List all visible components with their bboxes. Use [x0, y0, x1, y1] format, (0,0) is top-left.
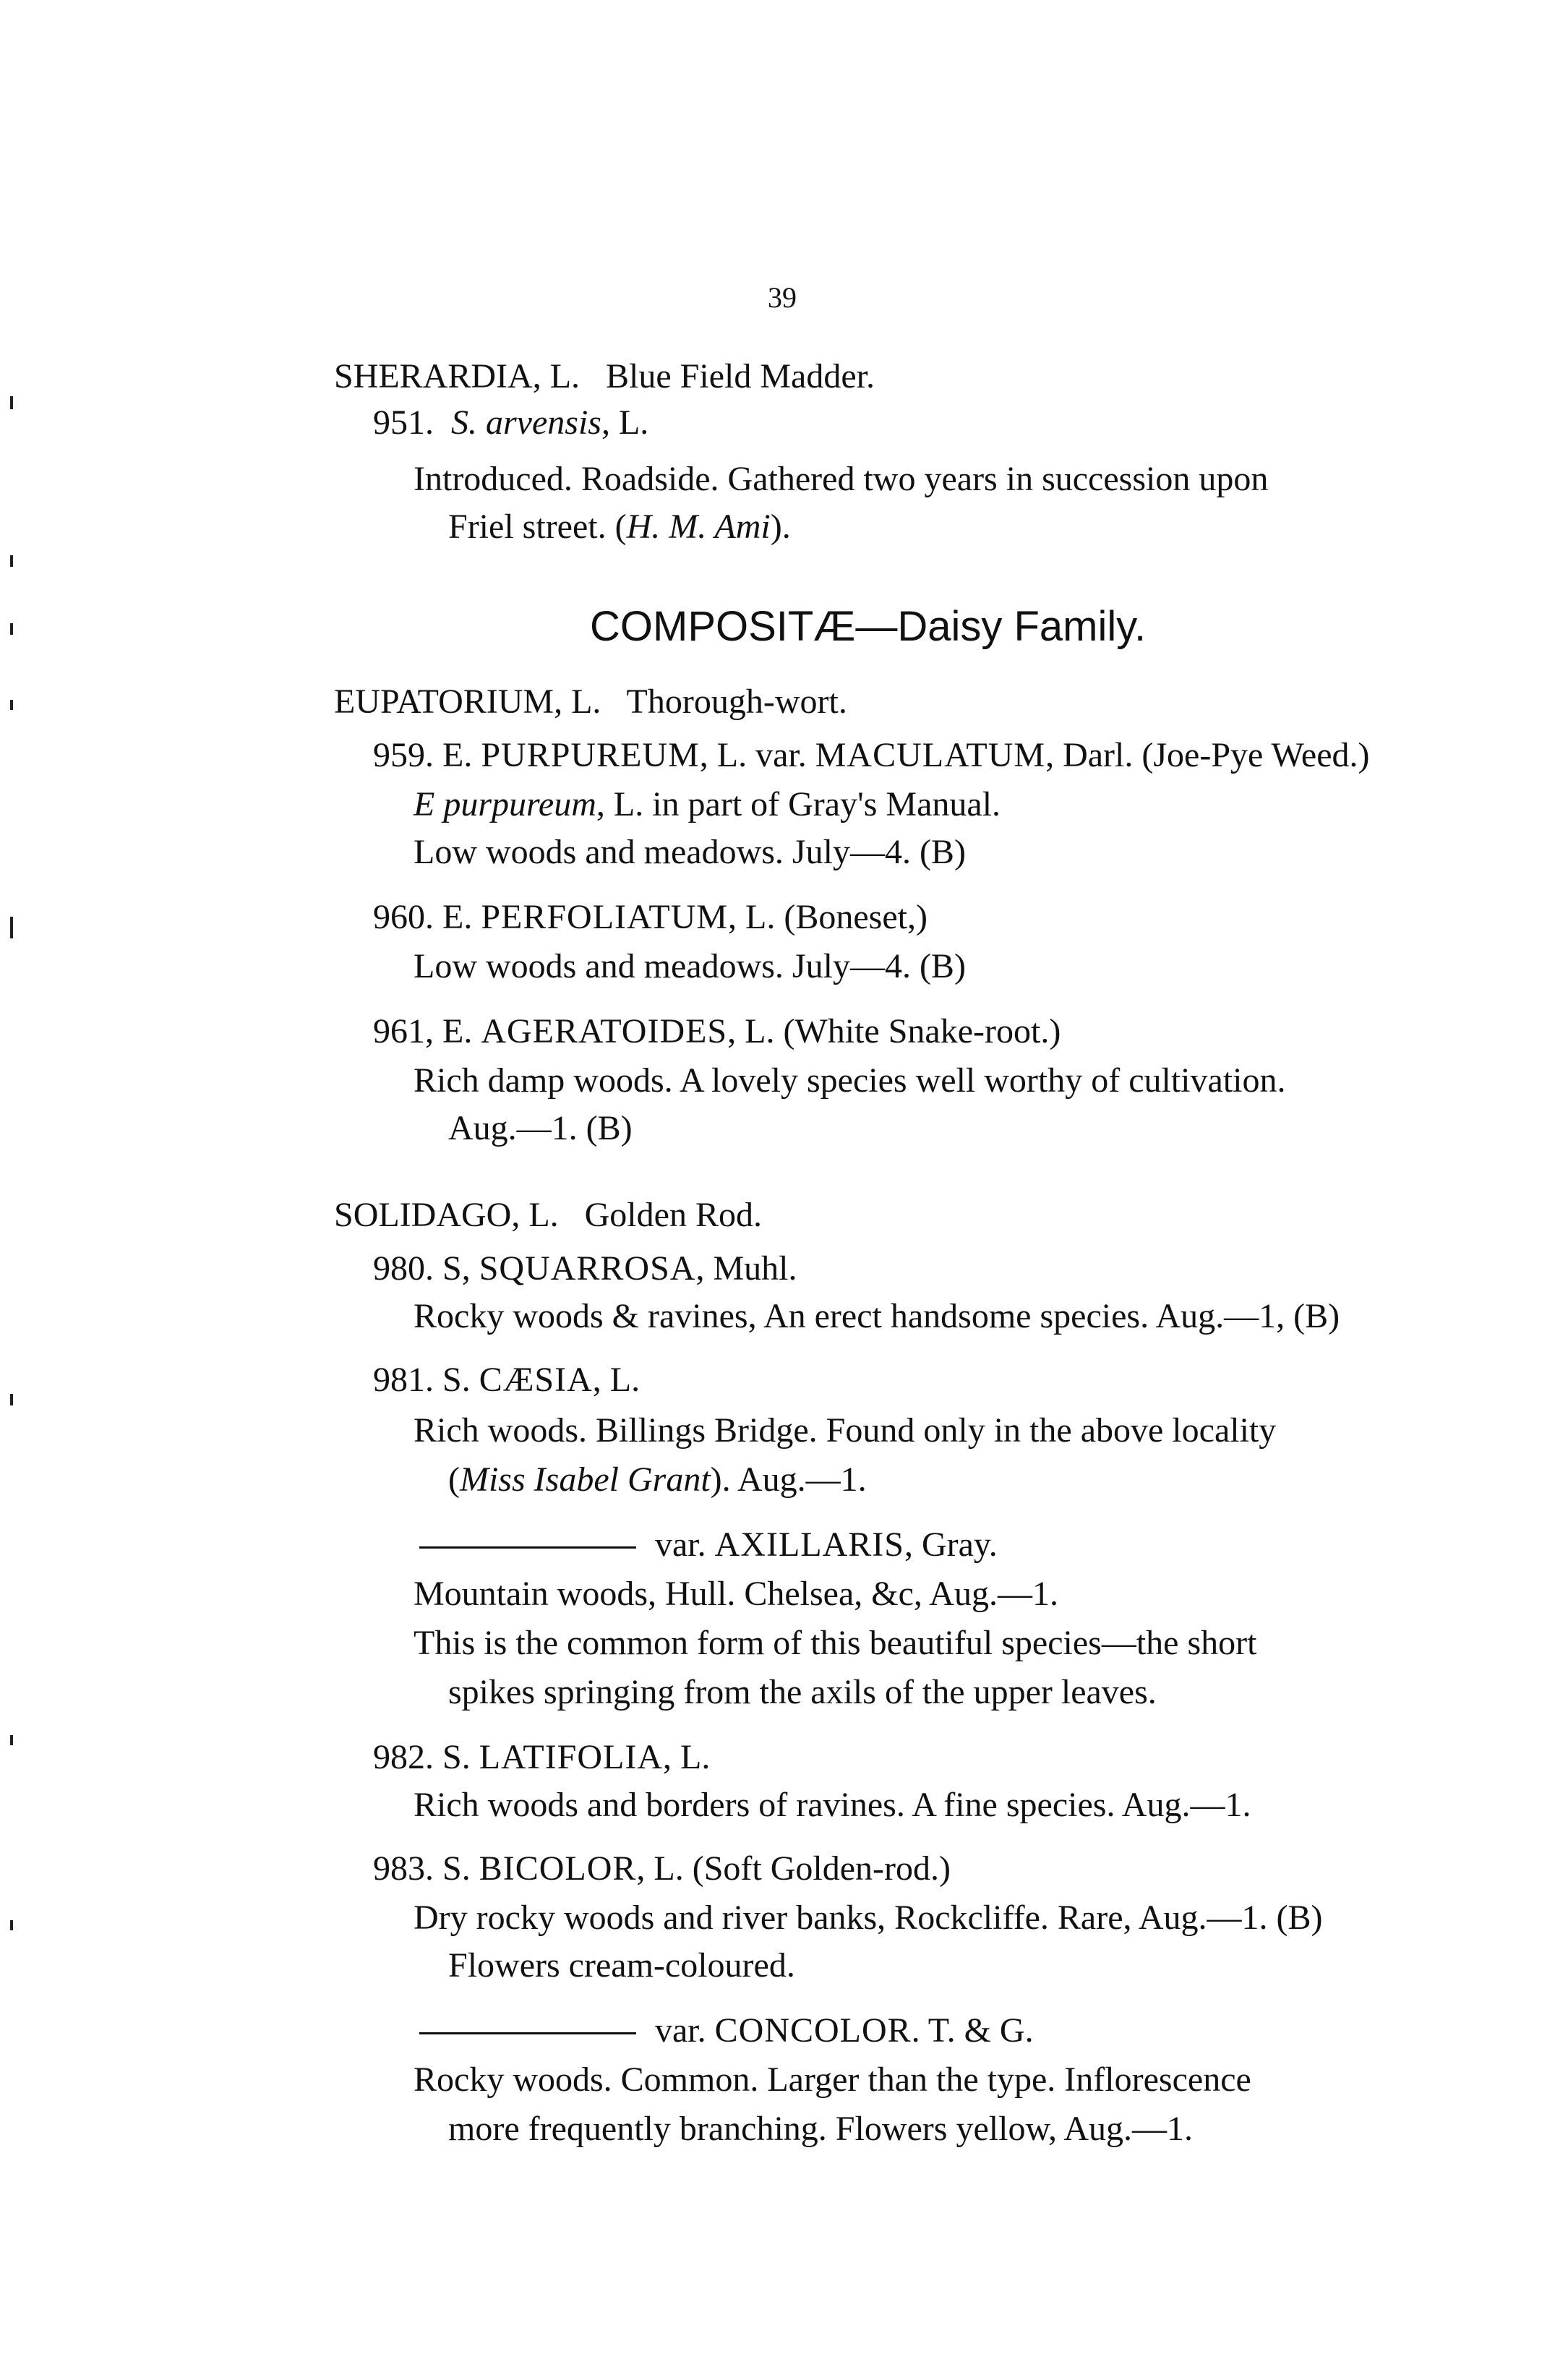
variety-entry-axillaris: var. AXILLARIS, Gray. — [419, 1524, 998, 1566]
genus-name: EUPATORIUM, L. — [334, 682, 601, 721]
species-entry-959: 959. E. PURPUREUM, L. var. MACULATUM, Darl. (Joe-Pye Weed.) — [373, 736, 1370, 774]
variety-name: MACULATUM — [815, 736, 1046, 774]
habitat-line: Rich damp woods. A lovely species well worthy of cultivation. — [414, 1061, 1286, 1100]
species-name: BICOLOR — [479, 1849, 637, 1888]
note-line: Flowers cream-coloured. — [448, 1946, 795, 1985]
species-name: PERFOLIATUM — [481, 898, 729, 936]
species-authority: , L. — [601, 403, 649, 442]
common-name: Thorough-wort. — [626, 682, 847, 721]
variety-name: AXILLARIS — [714, 1525, 904, 1564]
ditto-dash — [419, 2032, 636, 2034]
species-name: AGERATOIDES — [481, 1012, 728, 1050]
note-line: Introduced. Roadside. Gathered two years in succession upon — [414, 460, 1269, 498]
note-line: Friel street. (H. M. Ami). — [448, 508, 791, 546]
species-name: SQUARROSA — [479, 1249, 696, 1288]
page-number: 39 — [768, 281, 797, 314]
habitat-line: Dry rocky woods and river banks, Rockcliffe. Rare, Aug.—1. (B) — [414, 1899, 1323, 1937]
variety-entry-concolor: var. CONCOLOR. T. & G. — [419, 2010, 1034, 2052]
variety-name: CONCOLOR — [714, 2011, 912, 2050]
genus-heading-sherardia — [334, 356, 875, 398]
genus-heading-eupatorium — [334, 681, 847, 723]
margin-speck — [10, 1920, 13, 1930]
common-name: Blue Field Madder. — [606, 357, 875, 395]
common-name: Golden Rod. — [584, 1196, 762, 1234]
genus-name: SHERARDIA, L. — [334, 357, 580, 395]
species-name: CÆSIA — [479, 1361, 593, 1399]
species-name: LATIFOLIA — [479, 1738, 663, 1776]
ditto-dash — [419, 1546, 636, 1549]
margin-speck — [10, 555, 13, 567]
collector-reference: H. M. Ami — [626, 508, 771, 546]
species-entry-961: 961, E. AGERATOIDES, L. (White Snake-root.) — [373, 1012, 1061, 1050]
species-entry-981: 981. S. CÆSIA, L. — [373, 1361, 641, 1399]
species-entry-983: 983. S. BICOLOR, L. (Soft Golden-rod.) — [373, 1849, 951, 1888]
note-line: spikes springing from the axils of the upper leaves. — [448, 1673, 1157, 1711]
margin-speck — [10, 1735, 13, 1745]
margin-speck — [10, 917, 13, 938]
species-entry-960: 960. E. PERFOLIATUM, L. (Boneset,) — [373, 898, 927, 936]
habitat-line: Rich woods. Billings Bridge. Found only in the above locality — [414, 1411, 1277, 1450]
habitat-line: Mountain woods, Hull. Chelsea, &c, Aug.—1. — [414, 1575, 1058, 1613]
species-name: S. arvensis — [451, 403, 601, 442]
genus-heading-solidago — [334, 1194, 762, 1236]
habitat-line: Rocky woods. Common. Larger than the type. Inflorescence — [414, 2060, 1251, 2099]
margin-speck — [10, 396, 13, 409]
habitat-line: Low woods and meadows. July—4. (B) — [414, 833, 966, 871]
habitat-line: Aug.—1. (B) — [448, 1109, 633, 1147]
species-number: 951. — [373, 403, 434, 442]
species-name: PURPUREUM — [481, 736, 700, 774]
genus-name: SOLIDAGO, L. — [334, 1196, 559, 1234]
collector-reference: Miss Isabel Grant — [459, 1460, 711, 1499]
margin-speck — [10, 623, 13, 635]
species-entry-980: 980. S, SQUARROSA, Muhl. — [373, 1249, 797, 1288]
habitat-line: more frequently branching. Flowers yellow, Aug.—1. — [448, 2110, 1194, 2148]
margin-speck — [10, 1394, 13, 1405]
habitat-line: Low woods and meadows. July—4. (B) — [414, 947, 966, 985]
species-entry-951 — [373, 402, 648, 444]
note-line: This is the common form of this beautiful species—the short — [414, 1624, 1257, 1662]
margin-speck — [10, 700, 13, 710]
habitat-line: Rich woods and borders of ravines. A fine species. Aug.—1. — [414, 1786, 1251, 1824]
habitat-line: (Miss Isabel Grant). Aug.—1. — [448, 1460, 867, 1499]
family-heading: COMPOSITÆ—Daisy Family. — [590, 603, 1147, 650]
synonym-line: E purpureum, L. in part of Gray's Manual. — [414, 785, 1001, 823]
species-entry-982: 982. S. LATIFOLIA, L. — [373, 1738, 711, 1776]
habitat-line: Rocky woods & ravines, An erect handsome species. Aug.—1, (B) — [414, 1297, 1340, 1335]
